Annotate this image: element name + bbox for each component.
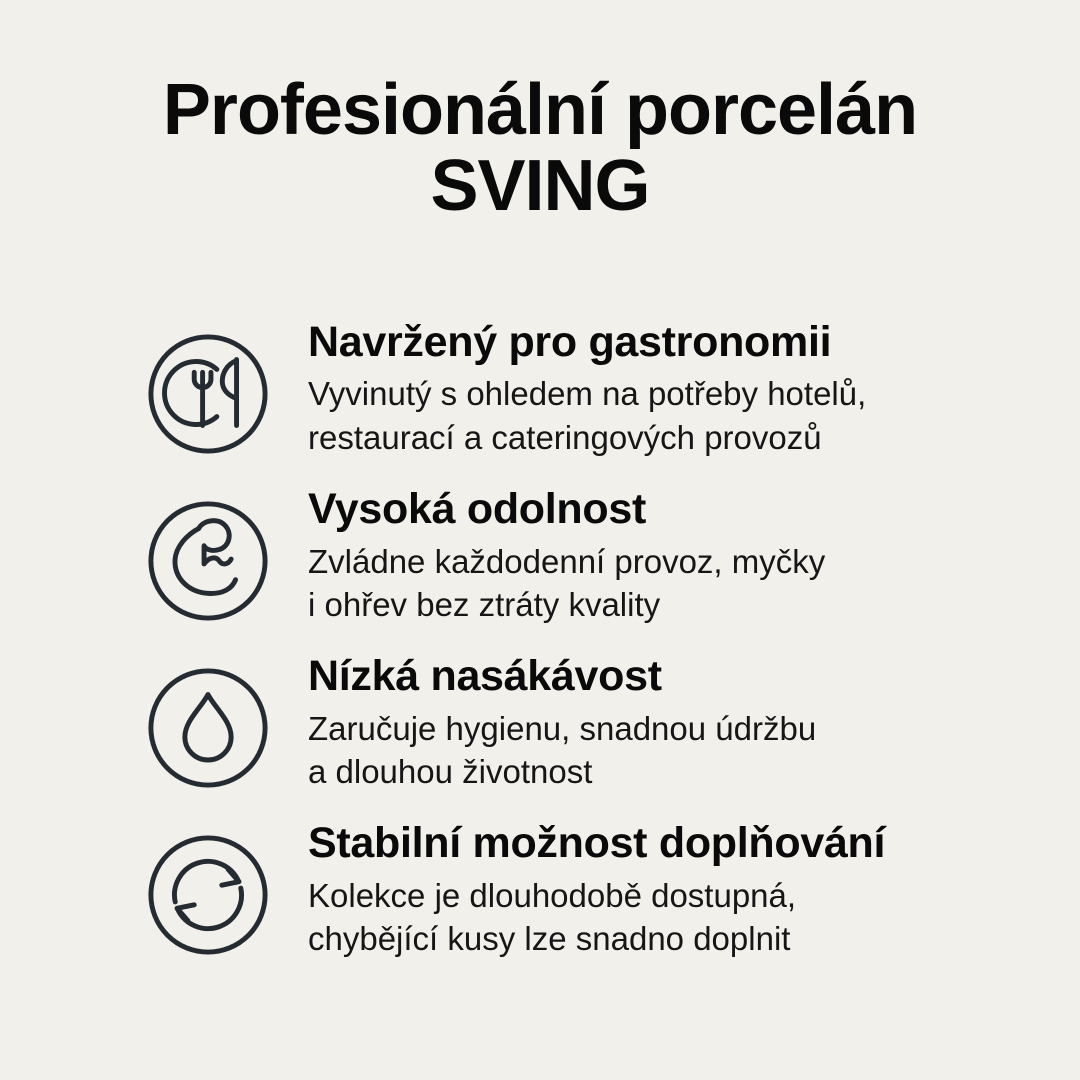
feature-description-line2: a dlouhou životnost	[308, 752, 593, 790]
feature-heading: Vysoká odolnost	[308, 484, 646, 533]
plate-cutlery-icon	[145, 331, 271, 457]
page-title-line1: Profesionální porcelán	[162, 70, 918, 150]
feature-heading: Navržený pro gastronomii	[308, 317, 832, 366]
feature-text	[308, 484, 825, 626]
feature-text	[308, 651, 816, 793]
page-title	[0, 0, 1080, 225]
feature-description	[308, 540, 825, 626]
feature-text	[308, 317, 866, 459]
water-drop-icon	[145, 665, 271, 791]
feature-description-line1: Zaručuje hygienu, snadnou údržbu	[308, 709, 817, 747]
page-title-line2: SVING	[430, 146, 650, 227]
feature-description-line1: Zvládne každodenní provoz, myčky	[308, 542, 826, 580]
feature-list	[145, 317, 1080, 961]
feature-description-line2: chybějící kusy lze snadno doplnit	[308, 920, 791, 958]
feature-heading: Stabilní možnost doplňování	[308, 819, 886, 868]
feature-description-line1: Vyvinutý s ohledem na potřeby hotelů,	[308, 375, 867, 413]
feature-text	[308, 818, 885, 960]
feature-description-line2: i ohřev bez ztráty kvality	[308, 585, 661, 623]
circular-arrows-icon	[145, 832, 271, 958]
feature-item-restocking	[145, 819, 1080, 960]
feature-description-line1: Kolekce je dlouhodobě dostupná,	[308, 876, 797, 914]
feature-description-line2: restaurací a cateringových provozů	[308, 418, 822, 456]
feature-item-low-absorption	[145, 651, 1080, 793]
feature-item-durability	[145, 484, 1080, 626]
feature-description	[308, 874, 885, 960]
flexed-biceps-icon	[145, 498, 271, 624]
feature-description	[308, 372, 866, 458]
feature-heading: Nízká nasákávost	[308, 651, 662, 700]
feature-item-gastronomy	[145, 317, 1080, 459]
feature-description	[308, 707, 816, 793]
